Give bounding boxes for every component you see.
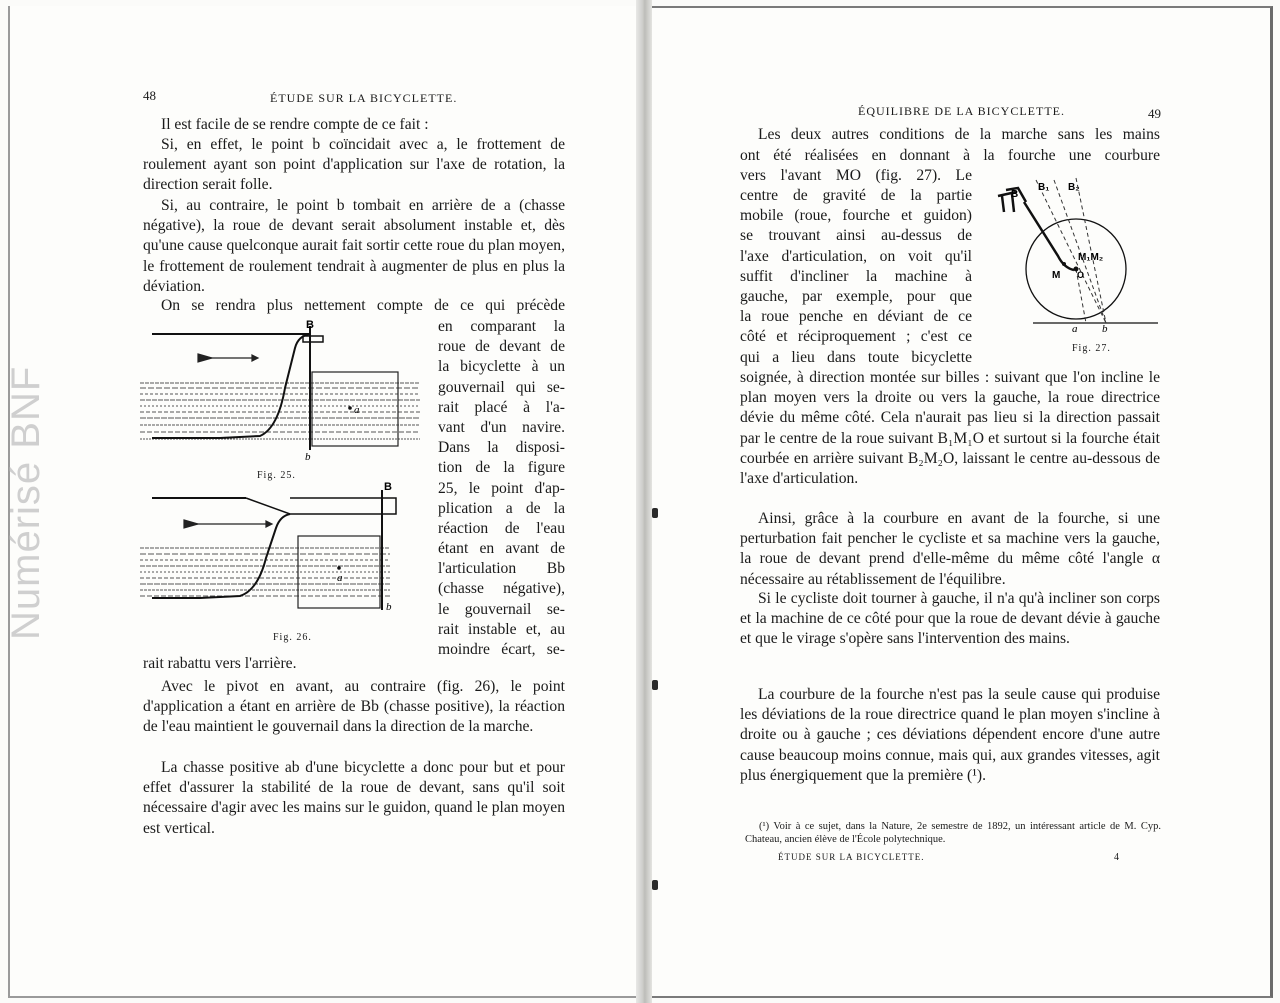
side-line: vant d'un navire.: [438, 418, 565, 436]
side-line: centre de gravité de la partie: [740, 187, 972, 204]
left-paragraph-3: Si, au contraire, le point b tombait en arrière de a (chasse négative), la roue de devant serait absolument instable et, dès qu'une cause quelconque aurait fait sortir cette roue du plan moyen, le frottement de roulement tendrait à augmenter de plus en plus la déviation.: [143, 197, 565, 295]
signature-mark: ÉTUDE SUR LA BICYCLETTE.: [778, 852, 925, 862]
left-paragraph-1: Il est facile de se rendre compte de ce fait :: [161, 116, 429, 133]
side-line: mobile (roue, fourche et guidon): [740, 207, 972, 225]
fig26-label-a: a: [337, 572, 343, 584]
side-line: rait placé à l'a-: [438, 398, 565, 416]
fig27-label-a: a: [1072, 323, 1078, 335]
fig27-label-M: M: [1052, 270, 1061, 281]
side-line: l'articulation Bb: [438, 560, 565, 578]
left-side-column: [438, 317, 565, 660]
left-page-number: 48: [143, 88, 156, 103]
side-line: 25, le point d'ap-: [438, 479, 565, 497]
right-page-number: 49: [1148, 106, 1161, 121]
side-line: en comparant la: [438, 318, 565, 335]
fig25-label-B: B: [306, 319, 314, 331]
side-line: la roue penche en déviant de ce: [740, 308, 972, 326]
fig25-label-b: b: [305, 451, 311, 463]
side-line: rait instable et, au: [438, 620, 565, 638]
figure-26: [140, 478, 430, 618]
fig26-label-b: b: [386, 601, 392, 613]
side-line: Dans la disposi-: [438, 439, 565, 457]
side-line: gauche, par exemple, pour que: [740, 287, 972, 305]
side-line: l'axe d'articulation, on voit qu'il: [740, 247, 972, 265]
binding-stitch: [652, 680, 658, 690]
fig25-caption: Fig. 25.: [257, 470, 296, 481]
binding-stitch: [652, 508, 658, 518]
footnote: (¹) Voir à ce sujet, dans la Nature, 2e semestre de 1892, un intéressant article de M. Cyp. Chateau, ancien élève de l'École polytechnique.: [745, 821, 1161, 845]
right-paragraph-4: La courbure de la fourche n'est pas la seule cause qui produise les déviations de la roue directrice quand le plan moyen s'incline à droite ou à gauche ; ces déviations dépendent encore d'une autre cause beaucoup moins connue, mais qui, aux grandes vitesses, agit plus énergiquement que la première (¹).: [740, 686, 1160, 784]
figure-27: [978, 172, 1163, 342]
right-paragraph-1-line-3: vers l'avant MO (fig. 27). Le: [740, 167, 972, 184]
left-paragraph-4-last-line: rait rabattu vers l'arrière.: [143, 655, 297, 672]
right-running-head: ÉQUILIBRE DE LA BICYCLETTE.: [858, 104, 1065, 118]
fig26-caption: Fig. 26.: [273, 632, 312, 643]
direction-arrow: [184, 520, 272, 528]
side-line: roue de devant de: [438, 338, 565, 356]
fork-and-handlebar: [998, 188, 1074, 270]
left-paragraph-4-first-line: On se rendra plus nettement compte de ce qui précède: [161, 297, 565, 314]
hull-outline: [152, 334, 323, 438]
side-line: suffit d'incliner la machine à: [740, 267, 972, 285]
fig27-label-B: B: [1011, 189, 1019, 200]
fig27-label-M1M2: M₁M₂: [1078, 252, 1104, 263]
side-line: réaction de l'eau: [438, 519, 565, 537]
side-line: étant en avant de: [438, 540, 565, 558]
side-line: gouvernail qui se-: [438, 378, 565, 396]
figure-25: [140, 318, 430, 468]
watermark: Numérisé BNF: [4, 365, 48, 640]
side-line: se trouvant ainsi au-dessus de: [740, 227, 972, 245]
right-paragraph-1-line-1: Les deux autres conditions de la marche sans les mains: [758, 126, 1160, 143]
book-gutter: [636, 0, 652, 1003]
left-running-head: ÉTUDE SUR LA BICYCLETTE.: [270, 91, 458, 105]
right-paragraph-3: Si le cycliste doit tourner à gauche, il n'a qu'à incliner son corps et la machine de ce côté pour que la roue de devant dévie à gauche et que le virage s'opère sans l'intervention des mains.: [740, 590, 1160, 648]
fig26-label-B: B: [384, 481, 392, 493]
left-paragraph-6: La chasse positive ab d'une bicyclette a donc pour but et pour effet d'assurer la stabilité de la roue de devant, sans qu'il soit nécessaire d'agir avec les mains sur le guidon, quand le plan moyen est vertical.: [143, 759, 565, 837]
right-paragraph-1-line-2: ont été réalisées en donnant à la fourche une courbure: [740, 147, 1160, 164]
fig27-label-O: O: [1077, 270, 1085, 280]
side-line: (chasse négative),: [438, 580, 565, 598]
fig25-label-a: a: [354, 404, 360, 416]
side-line: le gouvernail se-: [438, 600, 565, 618]
side-line: tion de la figure: [438, 459, 565, 477]
fig27-caption: Fig. 27.: [1072, 343, 1111, 354]
side-line: moindre écart, se-: [438, 641, 565, 658]
side-line: plication a de la: [438, 499, 565, 517]
side-line: la bicyclette à un: [438, 358, 565, 376]
left-paragraph-5: Avec le pivot en avant, au contraire (fig. 26), le point d'application a étant en arrière de Bb (chasse positive), la réaction de l'eau maintient le gouvernail dans la direction de la marche.: [143, 678, 565, 736]
water-lines: [140, 548, 390, 596]
right-side-column: [740, 186, 972, 368]
signature-number: 4: [1114, 852, 1119, 863]
binding-stitch: [652, 880, 658, 890]
fig27-label-b: b: [1102, 323, 1108, 335]
side-line: côté et réciproquement ; c'est ce: [740, 328, 972, 346]
right-paragraph-1-rest: soignée, à direction montée sur billes : suivant que l'on incline le plan moyen vers la droite ou vers la gauche, la roue directrice dévie du même côté. Cela n'aurait pas lieu si la direction passait par le centre de la roue suivant B₁M₁O et surtout si la fourche était courbée en arrière suivant B₂M₂O, laissant le centre au-dessous de l'axe d'articulation.: [740, 369, 1160, 488]
right-paragraph-2: Ainsi, grâce à la courbure en avant de la fourche, si une perturbation fait pencher le cycliste et sa machine vers la gauche, la roue de devant prend d'elle-même du même côté l'angle α nécessaire au rétablissement de l'équilibre.: [740, 510, 1160, 588]
left-paragraph-2: Si, en effet, le point b coïncidait avec a, le frottement de roulement ayant son point d'application sur l'axe de rotation, la direction serait folle.: [143, 136, 565, 194]
side-line: qui a lieu dans toute bicyclette: [740, 348, 972, 366]
fig27-label-B1: B₁: [1038, 182, 1050, 193]
direction-arrow: [198, 354, 258, 362]
dashed-axes: [1036, 178, 1106, 323]
fig27-label-B2: B₂: [1068, 182, 1080, 193]
